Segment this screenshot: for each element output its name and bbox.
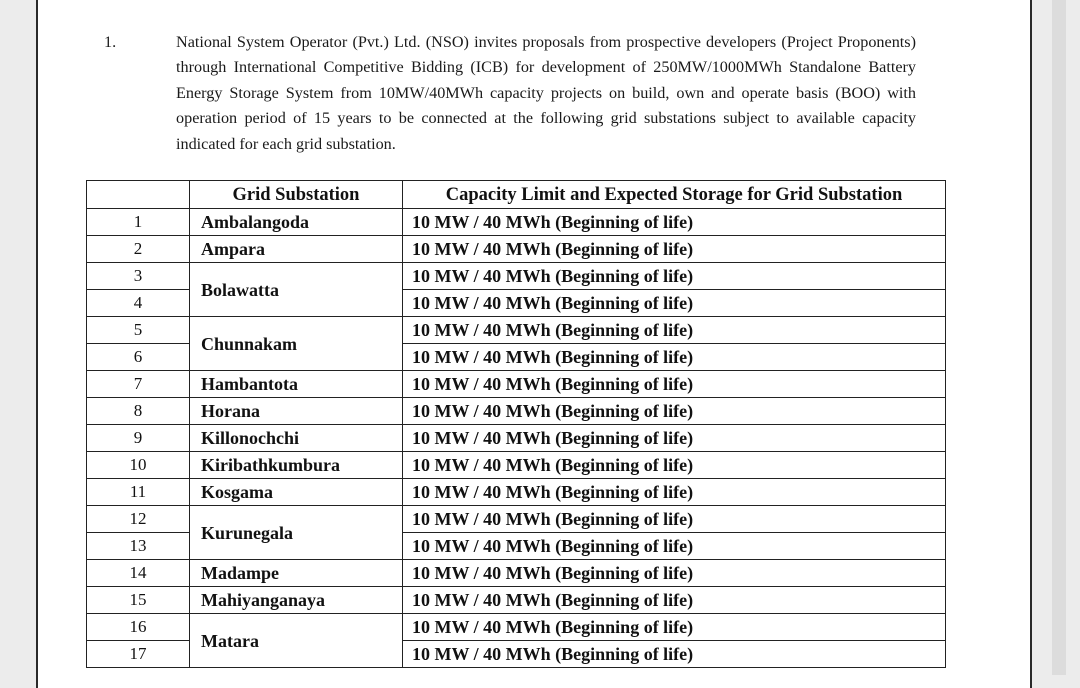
substation-name: Horana: [190, 398, 403, 425]
table-row: [87, 560, 946, 587]
row-number: 10: [87, 452, 190, 479]
substation-name: Chunnakam: [190, 317, 403, 371]
row-number: 9: [87, 425, 190, 452]
row-number: 16: [87, 614, 190, 641]
row-number: 6: [87, 344, 190, 371]
capacity-value: 10 MW / 40 MWh (Beginning of life): [403, 560, 946, 587]
header-capacity: Capacity Limit and Expected Storage for Grid Substation: [403, 181, 946, 209]
capacity-value: 10 MW / 40 MWh (Beginning of life): [403, 452, 946, 479]
substation-name: Bolawatta: [190, 263, 403, 317]
row-number: 12: [87, 506, 190, 533]
row-number: 8: [87, 398, 190, 425]
substation-name: Kurunegala: [190, 506, 403, 560]
capacity-value: 10 MW / 40 MWh (Beginning of life): [403, 614, 946, 641]
table-row: [87, 371, 946, 398]
capacity-value: 10 MW / 40 MWh (Beginning of life): [403, 236, 946, 263]
table-row: [87, 614, 946, 641]
substation-name: Kiribathkumbura: [190, 452, 403, 479]
capacity-value: 10 MW / 40 MWh (Beginning of life): [403, 209, 946, 236]
row-number: 14: [87, 560, 190, 587]
substation-name: Matara: [190, 614, 403, 668]
table-row: [87, 209, 946, 236]
table-header-row: [87, 181, 946, 209]
substation-table: [86, 180, 946, 668]
capacity-value: 10 MW / 40 MWh (Beginning of life): [403, 263, 946, 290]
row-number: 1: [87, 209, 190, 236]
substation-name: Hambantota: [190, 371, 403, 398]
table-row: [87, 506, 946, 533]
table-row: [87, 263, 946, 290]
table-row: [87, 236, 946, 263]
scan-edge-shadow: [1052, 0, 1066, 675]
capacity-value: 10 MW / 40 MWh (Beginning of life): [403, 587, 946, 614]
row-number: 2: [87, 236, 190, 263]
header-grid-substation: Grid Substation: [190, 181, 403, 209]
capacity-value: 10 MW / 40 MWh (Beginning of life): [403, 317, 946, 344]
substation-name: Ambalangoda: [190, 209, 403, 236]
capacity-value: 10 MW / 40 MWh (Beginning of life): [403, 398, 946, 425]
row-number: 15: [87, 587, 190, 614]
capacity-value: 10 MW / 40 MWh (Beginning of life): [403, 425, 946, 452]
substation-name: Mahiyanganaya: [190, 587, 403, 614]
table-row: [87, 425, 946, 452]
table-row: [87, 317, 946, 344]
paragraph-number: 1.: [104, 33, 117, 51]
capacity-value: 10 MW / 40 MWh (Beginning of life): [403, 371, 946, 398]
header-index: [87, 181, 190, 209]
table-row: [87, 587, 946, 614]
capacity-value: 10 MW / 40 MWh (Beginning of life): [403, 641, 946, 668]
substation-name: Killonochchi: [190, 425, 403, 452]
row-number: 13: [87, 533, 190, 560]
substation-name: Ampara: [190, 236, 403, 263]
table-body: [87, 209, 946, 668]
intro-paragraph: [104, 30, 916, 157]
capacity-value: 10 MW / 40 MWh (Beginning of life): [403, 533, 946, 560]
substation-name: Kosgama: [190, 479, 403, 506]
table-row: [87, 398, 946, 425]
row-number: 17: [87, 641, 190, 668]
row-number: 4: [87, 290, 190, 317]
table-row: [87, 479, 946, 506]
capacity-value: 10 MW / 40 MWh (Beginning of life): [403, 479, 946, 506]
row-number: 3: [87, 263, 190, 290]
capacity-value: 10 MW / 40 MWh (Beginning of life): [403, 506, 946, 533]
row-number: 7: [87, 371, 190, 398]
row-number: 5: [87, 317, 190, 344]
capacity-value: 10 MW / 40 MWh (Beginning of life): [403, 290, 946, 317]
paragraph-text: National System Operator (Pvt.) Ltd. (NSO) invites proposals from prospective developers (Project Proponents) through International Competitive Bidding (ICB) for development of 250MW/1000MWh Standalone Battery Energy Storage System from 10MW/40MWh capacity projects on build, own and operate basis (BOO) with operation period of 15 years to be connected at the following grid substations subject to available capacity indicated for each grid substation.: [176, 33, 916, 153]
row-number: 11: [87, 479, 190, 506]
table-row: [87, 452, 946, 479]
capacity-value: 10 MW / 40 MWh (Beginning of life): [403, 344, 946, 371]
substation-name: Madampe: [190, 560, 403, 587]
